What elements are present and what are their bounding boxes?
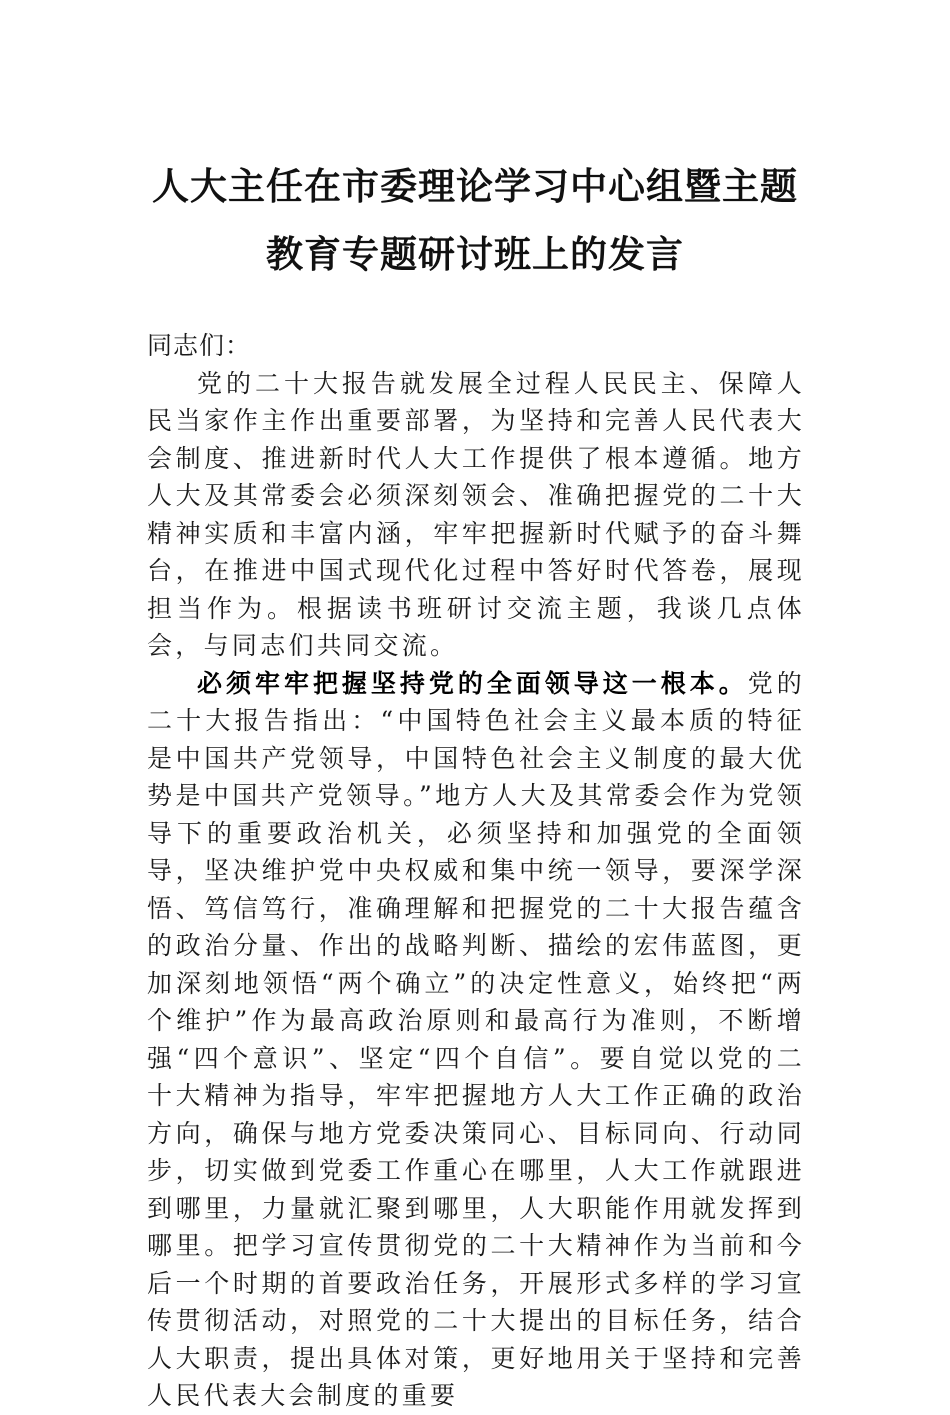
- paragraph-text: 党的二十大报告就发展全过程人民民主、保障人民当家作主作出重要部署，为坚持和完善人民代表大会制度、推进新时代人大工作提供了根本遵循。地方人大及其常委会必须深刻领会、准确把握党的二十大精神实质和丰富内涵，牢牢把握新时代赋予的奋斗舞台，在推进中国式现代化过程中答好时代答卷，展现担当作为。根据读书班研讨交流主题，我谈几点体会，与同志们共同交流。: [147, 368, 805, 660]
- paragraph-text: 党的二十大报告指出：“中国特色社会主义最本质的特征是中国共产党领导，中国特色社会主义制度的最大优势是中国共产党领导。”地方人大及其常委会作为党领导下的重要政治机关，必须坚持和加强党的全面领导，坚决维护党中央权威和集中统一领导，要深学深悟、笃信笃行，准确理解和把握党的二十大报告蕴含的政治分量、作出的战略判断、描绘的宏伟蓝图，更加深刻地领悟“两个确立”的决定性意义，始终把“两个维护”作为最高政治原则和最高行为准则，不断增强“四个意识”、坚定“四个自信”。要自觉以党的二十大精神为指导，牢牢把握地方人大工作正确的政治方向，确保与地方党委决策同心、目标同向、行动同步，切实做到党委工作重心在哪里，人大工作就跟进到哪里，力量就汇聚到哪里，人大职能作用就发挥到哪里。把学习宣传贯彻党的二十大精神作为当前和今后一个时期的首要政治任务，开展形式多样的学习宣传贯彻活动，对照党的二十大提出的目标任务，结合人大职责，提出具体对策，更好地用关于坚持和完善人民代表大会制度的重要: [147, 668, 806, 1410]
- salutation: 同志们：: [147, 331, 252, 360]
- document-body: [147, 327, 805, 1415]
- paragraph-lead: 必须牢牢把握坚持党的全面领导这一根本。: [197, 668, 748, 698]
- paragraph-intro: [147, 365, 805, 665]
- document-title: 人大主任在市委理论学习中心组暨主题教育专题研讨班上的发言: [152, 164, 798, 276]
- paragraph-party-leadership: [147, 665, 805, 1415]
